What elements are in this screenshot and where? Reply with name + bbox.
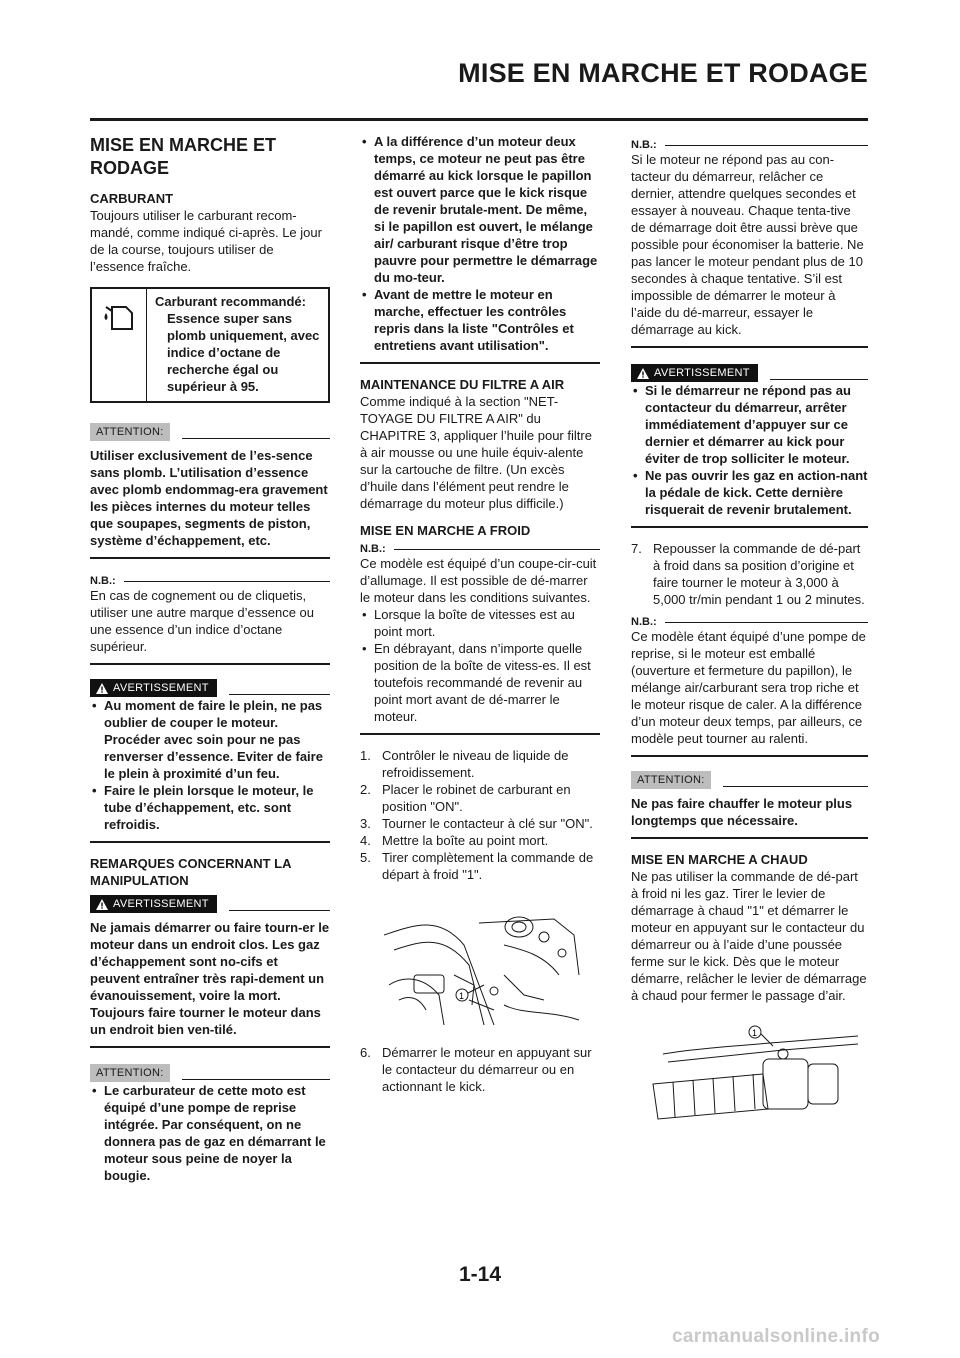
fuel-spec-box xyxy=(90,287,330,403)
list-item: • En débrayant, dans n’importe quelle position de la boîte de vitess-es. Il est toutefois recommandé de revenir au point mort avant de dé-marrer le moteur. xyxy=(360,640,600,725)
nb-badge: N.B.: xyxy=(90,575,116,587)
divider xyxy=(631,346,868,348)
engine-bullets xyxy=(360,133,600,354)
list-item: • Si le démarreur ne répond pas au contacteur du démarreur, arrêter immédiatement d’appuyer sur ce dernier et démarrer au kick pour éviter de trop solliciter le moteur. xyxy=(631,382,868,467)
attention-badge: ATTENTION: xyxy=(90,1064,170,1082)
cold-start-steps xyxy=(360,747,600,883)
fuel-can-icon xyxy=(92,289,147,401)
warning-list-1 xyxy=(90,697,330,833)
divider xyxy=(631,755,868,757)
list-item: 1. Contrôler le niveau de liquide de refroidissement. xyxy=(360,748,569,780)
hot-start-lever-figure xyxy=(643,1024,868,1129)
cold-start-heading: MISE EN MARCHE A FROID xyxy=(360,523,531,538)
warning-badge-label: AVERTISSEMENT xyxy=(113,682,209,694)
nb-notice-cold xyxy=(360,543,600,555)
divider xyxy=(90,841,330,843)
page-number: 1-14 xyxy=(458,1263,502,1286)
attention-notice-2 xyxy=(90,1064,330,1082)
step-7-list xyxy=(631,540,868,608)
warning-badge-label: AVERTISSEMENT xyxy=(113,898,209,910)
warning-list-3 xyxy=(631,382,868,518)
list-item: 3. Tourner le contacteur à clé sur "ON". xyxy=(360,816,593,831)
attention-notice-3 xyxy=(631,771,868,789)
list-item: 2. Placer le robinet de carburant en position "ON". xyxy=(360,782,571,814)
handlebar-illustration xyxy=(643,1024,863,1124)
list-item: • A la différence d’un moteur deux temps, ce moteur ne peut pas être démarré au kick lorsque le papillon est ouvert parce que le kick risque de revenir brutale-ment. De même, si le papillon est ouvert, le mélange air/ carburant risque d’être trop pauvre pour permettre le démarrage du mo-teur. xyxy=(360,133,600,286)
nb-text-1: En cas de cognement ou de cliquetis, utiliser une autre marque d’essence ou une essence d’un indice d’octane supérieur. xyxy=(90,588,315,654)
nb-badge: N.B.: xyxy=(360,543,386,555)
list-item: 5. Tirer complètement la commande de départ à froid "1". xyxy=(360,850,594,882)
column-right xyxy=(631,133,868,1129)
attention-badge: ATTENTION: xyxy=(90,423,170,441)
list-item: • Le carburateur de cette moto est équipé d’une pompe de reprise intégrée. Par conséquent, on ne donnera pas de gaz en démarrant le moteur sous peine de noyer la bougie. xyxy=(90,1082,330,1184)
list-item: • Faire le plein lorsque le moteur, le tube d’échappement, etc. sont refroidis. xyxy=(90,782,330,833)
divider xyxy=(90,1046,330,1048)
section-title: MISE EN MARCHE ET RODAGE xyxy=(90,135,277,178)
warning-triangle-icon xyxy=(96,683,108,694)
list-item: 4. Mettre la boîte au point mort. xyxy=(360,833,549,848)
warning-notice-1 xyxy=(90,679,330,697)
divider xyxy=(631,526,868,528)
nb-notice-starter xyxy=(631,139,868,151)
warning-triangle-icon xyxy=(637,368,649,379)
warning-notice-3 xyxy=(631,364,868,382)
warning-notice-2 xyxy=(90,895,330,913)
list-item: • Ne pas ouvrir les gaz en action-nant la pédale de kick. Cette dernière risquerait de revenir brutalement. xyxy=(631,467,868,518)
attention-list-2 xyxy=(90,1082,330,1184)
carburant-heading: CARBURANT xyxy=(90,191,174,206)
attention-badge: ATTENTION: xyxy=(631,771,711,789)
warning-triangle-icon xyxy=(96,899,108,910)
attention-text-3: Ne pas faire chauffer le moteur plus longtemps que nécessaire. xyxy=(631,796,853,828)
warning-badge xyxy=(90,679,217,697)
nb-notice-pump xyxy=(631,616,868,628)
nb-notice-1 xyxy=(90,575,330,587)
fuel-spec-value: Essence super sans plomb uniquement, avec indice d’octane de recherche égal ou supérieur à 95. xyxy=(167,311,320,394)
hot-start-heading: MISE EN MARCHE A CHAUD xyxy=(631,852,808,867)
hot-start-text: Ne pas utiliser la commande de dé-part à froid ni les gaz. Tirer le levier de démarrage à chaud "1" et démarrer le moteur en appuyant sur le contacteur du démarreur ou à l’aide d’une poussée ferme sur le kick. Dès que le moteur démarre, relâcher le levier de démarrage à chaud pour fermer le passage d’air. xyxy=(631,869,867,1003)
divider xyxy=(90,663,330,665)
remarques-heading: REMARQUES CONCERNANT LA MANIPULATION xyxy=(90,856,292,888)
divider xyxy=(631,837,868,839)
list-item: • Au moment de faire le plein, ne pas oublier de couper le moteur. Procéder avec soin pour ne pas renverser d’essence. Eviter de faire le plein à proximité d’un feu. xyxy=(90,697,330,782)
list-item: • Avant de mettre le moteur en marche, effectuer les contrôles repris dans la liste "Contrôles et entretiens avant utilisation". xyxy=(360,286,600,354)
figure-callout: 1 xyxy=(459,991,465,1001)
watermark: carmanualsonline.info xyxy=(672,1326,880,1347)
list-item: • Lorsque la boîte de vitesses est au point mort. xyxy=(360,606,600,640)
nb-badge: N.B.: xyxy=(631,616,657,628)
cold-conditions-list xyxy=(360,606,600,725)
fuel-spec-label: Carburant recommandé: xyxy=(155,294,306,309)
maintenance-text: Comme indiqué à la section "NET-TOYAGE DU FILTRE A AIR" du CHAPITRE 3, appliquer l’huile pour filtre à air mousse ou une huile équiv-alente sur la cartouche de filtre. (Un excès d’huile dans l’élément peut rendre le démarrage du moteur plus difficile.) xyxy=(360,394,592,511)
maintenance-heading: MAINTENANCE DU FILTRE A AIR xyxy=(360,377,565,392)
figure-callout: 1 xyxy=(752,1028,758,1038)
warning-badge-label: AVERTISSEMENT xyxy=(654,367,750,379)
column-middle xyxy=(360,133,600,1095)
list-item: 6. Démarrer le moteur en appuyant sur le contacteur du démarreur ou en actionnant le kick. xyxy=(360,1045,592,1094)
list-item: 7. Repousser la commande de dé-part à froid dans sa position d’origine et faire tourner le moteur à 3,000 à 5,000 tr/min pendant 1 ou 2 minutes. xyxy=(631,541,865,607)
divider xyxy=(90,557,330,559)
nb-text-starter: Si le moteur ne répond pas au con-tacteur du démarreur, relâcher ce dernier, attendre quelques secondes et essayer à nouveau. Chaque tenta-tive de démarrage doit être aussi brève que possible pour économiser la batterie. Ne pas lancer le moteur pendant plus de 10 secondes à chaque tentative. S’il est impossible de démarrer le moteur à l’aide du dé-marreur, essayer le démarrage au kick. xyxy=(631,152,864,337)
carburant-text: Toujours utiliser le carburant recom-mandé, comme indiqué ci-après. Le jour de la course, toujours utiliser de l’essence fraîche. xyxy=(90,208,322,274)
header-rule xyxy=(90,118,868,121)
carburetor-illustration xyxy=(384,905,584,1025)
nb-text-pump: Ce modèle étant équipé d’une pompe de reprise, si le moteur est emballé (ouverture et fermeture du papillon), le mélange air/carburant sera trop riche et le moteur risque de caler. A la différence d’un moteur deux temps, par ailleurs, ce modèle peut tourner au ralenti. xyxy=(631,629,866,746)
nb-text-cold: Ce modèle est équipé d’un coupe-cir-cuit d’allumage. Il est possible de dé-marrer le moteur dans les conditions suivantes. xyxy=(360,556,597,605)
nb-badge: N.B.: xyxy=(631,139,657,151)
fuel-can-icon-svg xyxy=(102,301,136,331)
divider xyxy=(360,362,600,364)
attention-notice-1 xyxy=(90,423,330,441)
page-header-title: MISE EN MARCHE ET RODAGE xyxy=(458,58,868,88)
fuel-spec-text xyxy=(147,289,328,401)
warning-badge xyxy=(631,364,758,382)
step-6-list xyxy=(360,1044,600,1095)
column-left xyxy=(90,133,330,1184)
warning-text-2: Ne jamais démarrer ou faire tourn-er le moteur dans un endroit clos. Les gaz d’échappement sont no-cifs et peuvent entraîner très rapi-dement un évanouissement, voire la mort. Toujours faire tourner le moteur dans un endroit bien ven-tilé. xyxy=(90,920,330,1037)
warning-badge xyxy=(90,895,217,913)
attention-text-1: Utiliser exclusivement de l’es-sence sans plomb. L’utilisation d’essence avec plomb endommag-era gravement les pièces internes du moteur telles que soupapes, segments de piston, système d’échappement, etc. xyxy=(90,448,328,548)
choke-lever-figure xyxy=(384,905,600,1030)
